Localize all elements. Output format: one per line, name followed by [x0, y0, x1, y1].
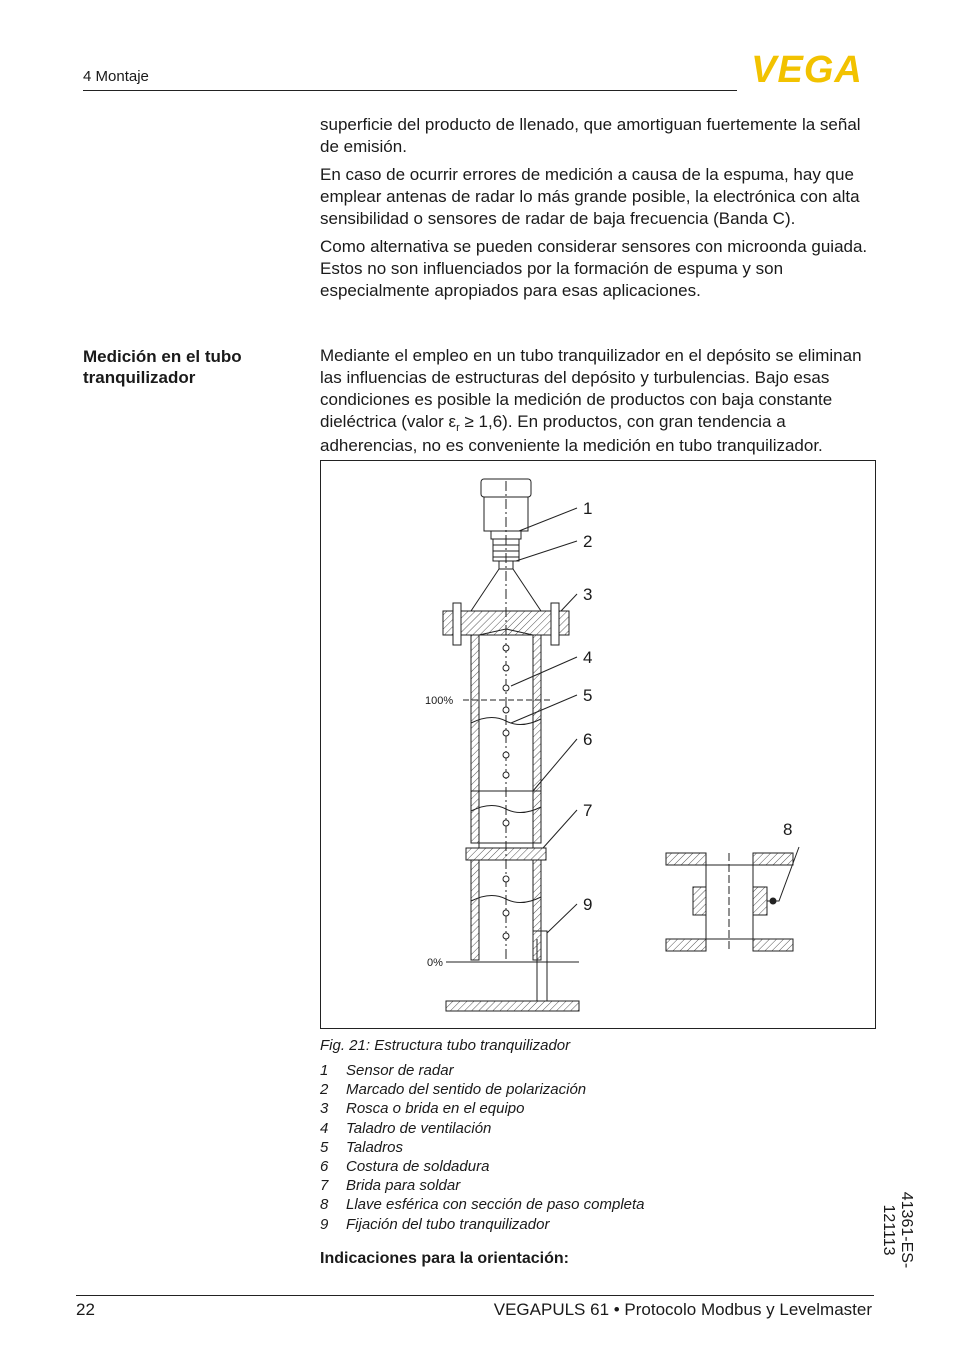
legend-item: 9 Fijación del tubo tranquilizador	[320, 1215, 550, 1233]
document-id: 41361-ES-121113	[880, 1191, 915, 1269]
vega-logo-text: VEGA	[751, 52, 863, 84]
legend-item: 5 Taladros	[320, 1138, 403, 1156]
callout-5: 5	[583, 686, 593, 705]
section-text-sub: r	[456, 422, 460, 434]
vega-logo	[742, 52, 872, 84]
page-number: 22	[76, 1300, 95, 1319]
tank-bottom	[446, 1001, 579, 1011]
callout-6: 6	[583, 730, 593, 749]
legend-item: 3 Rosca o brida en el equipo	[320, 1100, 525, 1118]
section-text-after: ≥ 1,6). En productos, con gran tendencia a adherencias, no es conveniente la medición en tubo tranquilizador.	[320, 412, 823, 455]
header-section-label: 4 Montaje	[83, 68, 149, 85]
section-heading: Medición en el tubo tranquilizador	[83, 347, 242, 387]
callout-7: 7	[583, 801, 593, 820]
figure-legend	[320, 1061, 645, 1234]
flange-bolt-left	[453, 603, 461, 645]
level-100-label: 100%	[425, 695, 454, 707]
orientation-heading: Indicaciones para la orientación:	[320, 1250, 569, 1267]
stillpipe-diagram	[321, 461, 875, 1028]
figure-box	[320, 460, 876, 1029]
pipe-wall-left	[471, 635, 479, 843]
legend-item: 2 Marcado del sentido de polarización	[320, 1081, 587, 1099]
level-0-label: 0%	[427, 957, 443, 969]
intro-paragraphs	[320, 114, 880, 302]
callout-2: 2	[583, 532, 593, 551]
flange-bolt-right	[551, 603, 559, 645]
footer-title: VEGAPULS 61 • Protocolo Modbus y Levelmaster	[493, 1300, 872, 1319]
legend-item: 8 Llave esférica con sección de paso completa	[320, 1196, 645, 1214]
paragraph-3: Como alternativa se pueden considerar sensores con microonda guiada. Estos no son influenciados por la formación de espuma y son especialmente apropiados para esas aplicaciones.	[320, 237, 868, 300]
callout-1: 1	[583, 499, 593, 518]
callout-leaders	[511, 508, 577, 933]
legend-item: 1 Sensor de radar	[320, 1062, 454, 1079]
legend-item: 6 Costura de soldadura	[320, 1157, 490, 1175]
legend-item: 4 Taladro de ventilación	[320, 1119, 492, 1137]
legend-item: 7 Brida para soldar	[320, 1177, 461, 1195]
callout-9: 9	[583, 895, 593, 914]
callout-4: 4	[583, 648, 593, 667]
footer-rule	[76, 1295, 874, 1296]
paragraph-1: superficie del producto de llenado, que amortiguan fuertemente la señal de emisión.	[320, 115, 861, 156]
figure-caption: Fig. 21: Estructura tubo tranquilizador	[320, 1037, 571, 1054]
section-text-before: Mediante el empleo en un tubo tranquilizador en el depósito se eliminan las influencias de estructuras del depósito y turbulencias. Bajo esas condiciones es posible la medición de productos con baja constante dieléctrica (valor ε	[320, 346, 862, 431]
vega-logo-graphic	[742, 52, 872, 84]
callout-8: 8	[783, 820, 793, 839]
section-paragraph	[320, 345, 880, 457]
ball-valve-detail	[666, 847, 799, 951]
header-rule	[83, 90, 737, 91]
pipe-wall-right	[533, 635, 541, 843]
callout-3: 3	[583, 585, 593, 604]
paragraph-2: En caso de ocurrir errores de medición a causa de la espuma, hay que emplear antenas de radar lo más grande posible, la electrónica con alta sensibilidad o sensores de radar de baja frecuencia (Banda C).	[320, 165, 860, 228]
pipe-wall-lower-left	[471, 860, 479, 960]
